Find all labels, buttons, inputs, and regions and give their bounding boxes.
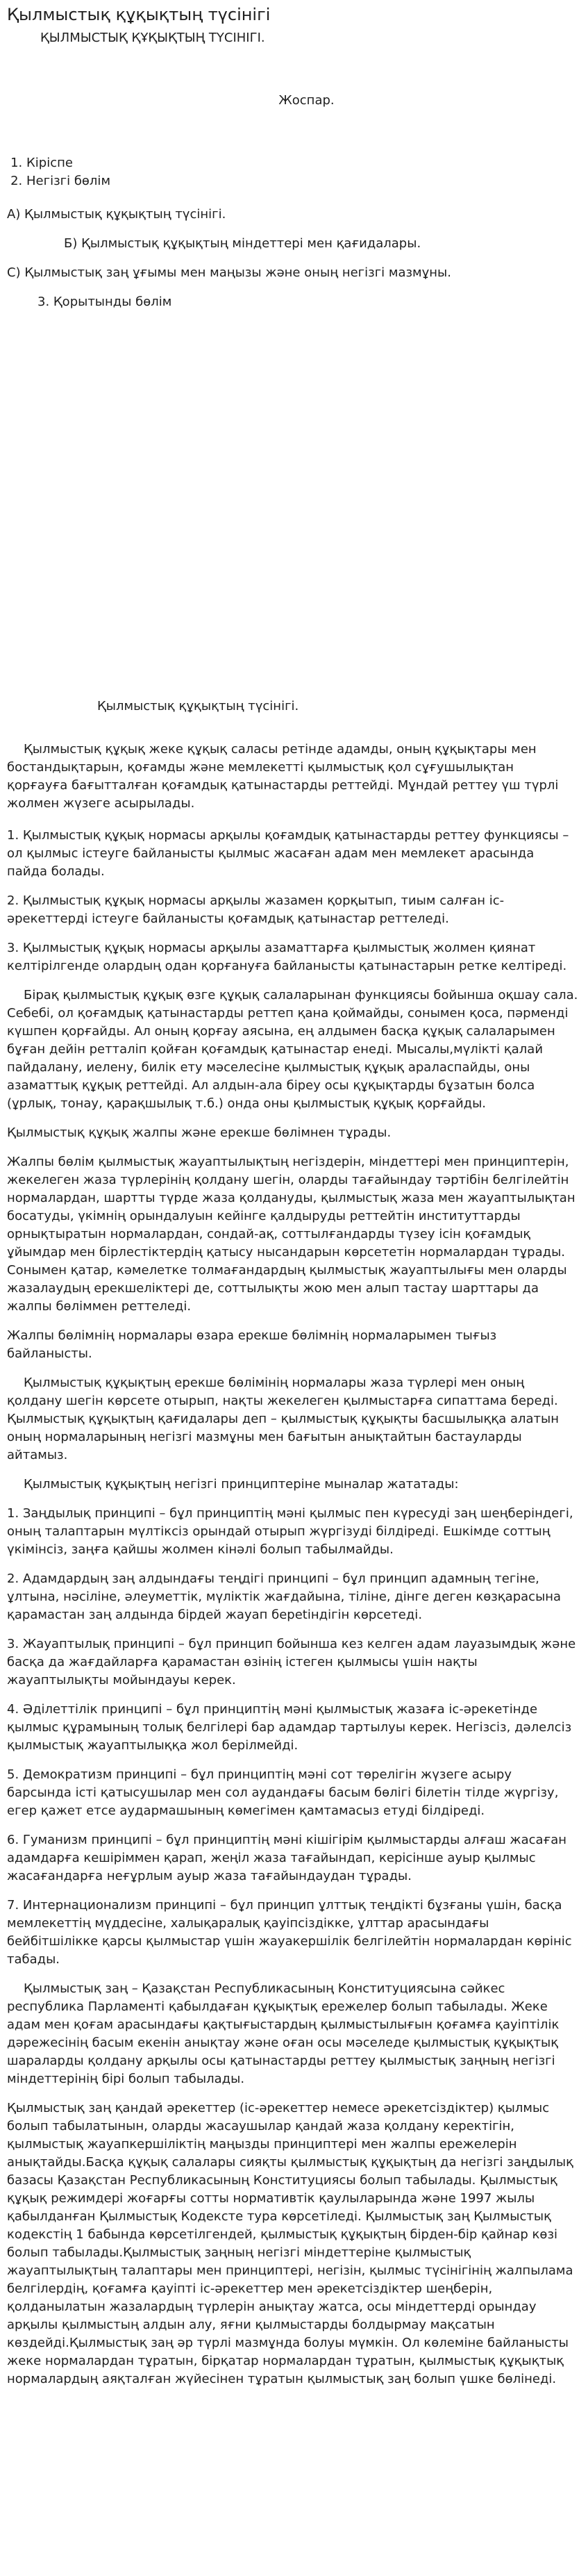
paragraph-general-special-link: Жалпы бөлімнің нормалары өзара ерекше бөлімнің нормаларымен тығыз байланысты. xyxy=(7,1328,497,1361)
document-title: Қылмыстық құқықтың түсінігі xyxy=(7,5,271,24)
paragraph-function-1: 1. Қылмыстық құқық нормасы арқылы қоғамдық қатынастарды реттеу функциясы – ол қылмыс істеуге байланысты қылмыс жасаған адам мен мемлекет арасында пайда болады. xyxy=(7,828,569,879)
paragraph-principle-justice: 4. Әділеттілік принципі – бұл принциптің мәні қылмыстық жазаға іс-әрекетінде қылмыс құрамының толық белгілері бар адамдар тартылуы керек. Негізсіз, дәлелсіз қылмыстық жауаптылыққа жол берілмейді. xyxy=(7,1702,572,1753)
section-heading: Қылмыстық құқықтың түсінігі. xyxy=(97,699,299,713)
paragraph-principle-internationalism: 7. Интернационализм принципі – бұл принцип ұлттық теңдікті бұзғаны үшін, басқа мемлекеттің мүддесіне, халықаралық қауіпсіздікке, ұлттар арасындағы бейбітшілікке қарсы қылмыстар үшін жауакершілік белгілейтін нормалардан көрініс табады. xyxy=(7,1898,572,1967)
paragraph-criminal-law-content: Қылмыстық заң қандай әрекеттер (іс-әрекеттер немесе әрекетсіздіктер) қылмыс болып табылатынын, оларды жасаушылар қандай жаза қолдану керектігін, қылмыстық жауапкершіліктің маңызды принциптері мен жалпы ережелерін анықтайды.Басқа құқық салалары сияқты қылмыстық құқықтың да негізгі заңдылық базасы Қазақстан Республикасының Конституциясы болып табылады. Қылмыстық құқық режимдері жоғарғы сотты нормативтік қаулыларында және 1997 жылы қабылданған Қылмыстық Кодексте тура көрсетіледі. Қылмыстық заң Қылмыстық кодекстің 1 бабында көрсетілгендей, қылмыстық құқықтың бірден-бір қайнар көзі болып табылады.Қылмыстық заңның негізгі міндеттеріне қылмыстық жауаптылықтың талаптары мен принциптері, негізін, қылмыс түсінігінің жалпылама белгілердің, қоғамға қауіпті іс-әрекеттер мен әрекетсіздіктер шеңберін, қолданылатын жазалардың түрлерін анықтау жатса, осы міндеттерді орындау арқылы қылмыстың алдын алу, яғни қылмыстарды болдырмау мақсатын көздейді.Қылмыстық заң әр түрлі мазмұнда болуы мүмкін. Ол көлеміне байланысты жеке нормалардан тұратын, бірқатар нормалардан тұратын, қылмыстық құқықтық нормалардың аяқталған жүйесінен тұратын қылмыстық заң болып үшке бөлінеді. xyxy=(7,2101,573,2386)
blank-space xyxy=(7,322,578,697)
paragraph-principle-democracy: 5. Демократизм принципі – бұл принциптің мәні сот төрелігін жүзеге асыру барсында істі қатысушылар мен сол аудандағы басым бөлігі білетін тілде жүргізу, егер қажет етсе аудармашының көмегімен қамтамасыз етуді білдіреді. xyxy=(7,1767,559,1818)
paragraph-principle-humanism: 6. Гуманизм принципі – бұл принциптің мәні кішігірім қылмыстарды алғаш жасаған адамдарға кешіріммен қарап, жеңіл жаза тағайындап, керісінше ауыр қылмыс жасағандарға неғұрлым ауыр жаза тағайындаудан тұрады. xyxy=(7,1833,567,1883)
plan-title: Жоспар. xyxy=(278,93,335,108)
paragraph-function-3: 3. Қылмыстық құқық нормасы арқылы азаматтарға қылмыстық жолмен қиянат келтірілгенде олардың одан қорғануға байланысты қатынастарын ретке келтіреді. xyxy=(7,941,567,973)
outline-item-conclusion: 3. Қорытынды бөлім xyxy=(37,295,172,309)
paragraph-principle-legality: 1. Заңдылық принципі – бұл принциптің мәні қылмыс пен күресуді заң шеңберіндегі, оның талаптарын мүлтіксіз орындай отырып жүргізуді білдіреді. Ешкімде соттың үкімінсіз, заңға қайшы жолмен кінәлі болып табылмайды. xyxy=(7,1506,573,1557)
document-subtitle: ҚЫЛМЫСТЫҚ ҚҰҚЫҚТЫҢ ТҮСІНІГІ. xyxy=(40,31,265,45)
paragraph-criminal-law-definition: Қылмыстық заң – Қазақстан Республикасының Конституциясына сәйкес республика Парламенті қабылдаған құқықтық ережелер болып табылады. Жеке адам мен қоғам арасындағы қақтығыстардың қылмыстылығын қоғамға қауіптілік дәрежесінің басым екенін анықтау және оған осы мәселеде қылмыстық құқықтық шараларды қолдану арқылы осы қатынастарды реттеу қылмыстық заңның негізгі міндеттерінің бірі болып табылады. xyxy=(7,1981,560,2086)
paragraph-principles-intro: Қылмыстық құқықтың негізгі принциптеріне мыналар жататады: xyxy=(24,1477,459,1492)
paragraph-structure: Қылмыстық құқық жалпы және ерекше бөлімнен тұрады. xyxy=(7,1125,392,1140)
outline-item-c: С) Қылмыстық заң ұғымы мен маңызы және оның негізгі мазмұны. xyxy=(7,265,451,280)
plan-item-introduction: 1. Кіріспе xyxy=(26,154,578,172)
paragraph-general-part: Жалпы бөлім қылмыстық жауаптылықтың негіздерін, міндеттері мен принциптерін, жекелеген жаза түрлерінің қолдану шегін, оларды тағайындау тәртібін белгілейтін нормалардан, шартты түрде жаза қолдануды, қылмыстық жаза мен жауаптылықтан босатуды, үкімнің орындалуын кейінге қалдыруды реттейтін институттарды орнықтыратын нормалардан, сондай-ақ, соттылғандарды түзеу ісін қоғамдық ұйымдар мен бірлестіктердің қатысу нысандарын көрсететін нормалардан тұрады. Сонымен қатар, кәмелетке толмағандардың қылмыстық жауаптылығы мен оларды жазалаудың ерекшеліктері де, соттылықты жою мен алып тастау шарттары да жалпы бөліммен реттеледі. xyxy=(7,1155,576,1314)
paragraph-intro: Қылмыстық құқық жеке құқық саласы ретінде адамды, оның құқықтары мен бостандықтарын, қоғамды және мемлекетті қылмыстық қол сұғушылықтан қорғауға бағытталған қоғамдық қатынастарды реттейді. Мұндай реттеу үш түрлі жолмен жүзеге асырылады. xyxy=(7,742,559,811)
paragraph-principle-equality: 2. Адамдардың заң алдындағы теңдігі принципі – бұл принцип адамның тегіне, ұлтына, нәсіліне, әлеуметтік, мүліктік жағдайына, тіліне, дінге деген көзқарасына қарамастан заң алдында бірдей жауап берetіндігін көрсетеді. xyxy=(7,1571,562,1622)
paragraph-distinct-branch: Бірақ қылмыстық құқық өзге құқық салаларынан функциясы бойынша оқшау сала. Себебі, ол қоғамдық қатынастарды реттеп қана қоймайды, сонымен қоса, пәрменді күшпен қорғайды. Ал оның қорғау аясына, ең алдымен басқа құқық салаларымен бұған дейін ретталіп қойған қоғамдық қатынастар енеді. Мысалы,мүлікті қалай пайдалану, иелену, билік ету мәселесіне қылмыстық құқық араласпайды, оны азаматтық құқық реттейді. Ал алдын-ала біреу осы құқықтарды бұзатын болса (ұрлық, тонау, қарақшылық т.б.) онда оны қылмыстық құқық қорғайды. xyxy=(7,988,578,1111)
paragraph-principle-responsibility: 3. Жауаптылық принципі – бұл принцип бойынша кез келген адам лауазымдық және басқа да жағдайларға қарамастан өзінің істеген қылмысы үшін нақты жауаптылықты мойындауы керек. xyxy=(7,1637,576,1687)
paragraph-special-part: Қылмыстық құқықтың ерекше бөлімінің нормалары жаза түрлері мен оның қолдану шегін көрсете отырып, нақты жекелеген қылмыстарға сипаттама береді. Қылмыстық құқықтың қағидалары деп – қылмыстық құқықты басшылыққа алатын оның нормаларының негізгі мазмұны мен бағытын анықтайтын бастауларды айтамыз. xyxy=(7,1376,560,1462)
plan-item-main-part: 2. Негізгі бөлім xyxy=(26,172,578,190)
outline-item-a: А) Қылмыстық құқықтың түсінігі. xyxy=(7,207,226,222)
paragraph-function-2: 2. Қылмыстық құқық нормасы арқылы жазамен қорқытып, тиым салған іс-әрекеттерді істеуге байланысты қоғамдық қатынастар реттеледі. xyxy=(7,893,505,926)
outline-item-b: Б) Қылмыстық құқықтың міндеттері мен қағидалары. xyxy=(64,236,421,251)
plan-list xyxy=(7,154,578,190)
